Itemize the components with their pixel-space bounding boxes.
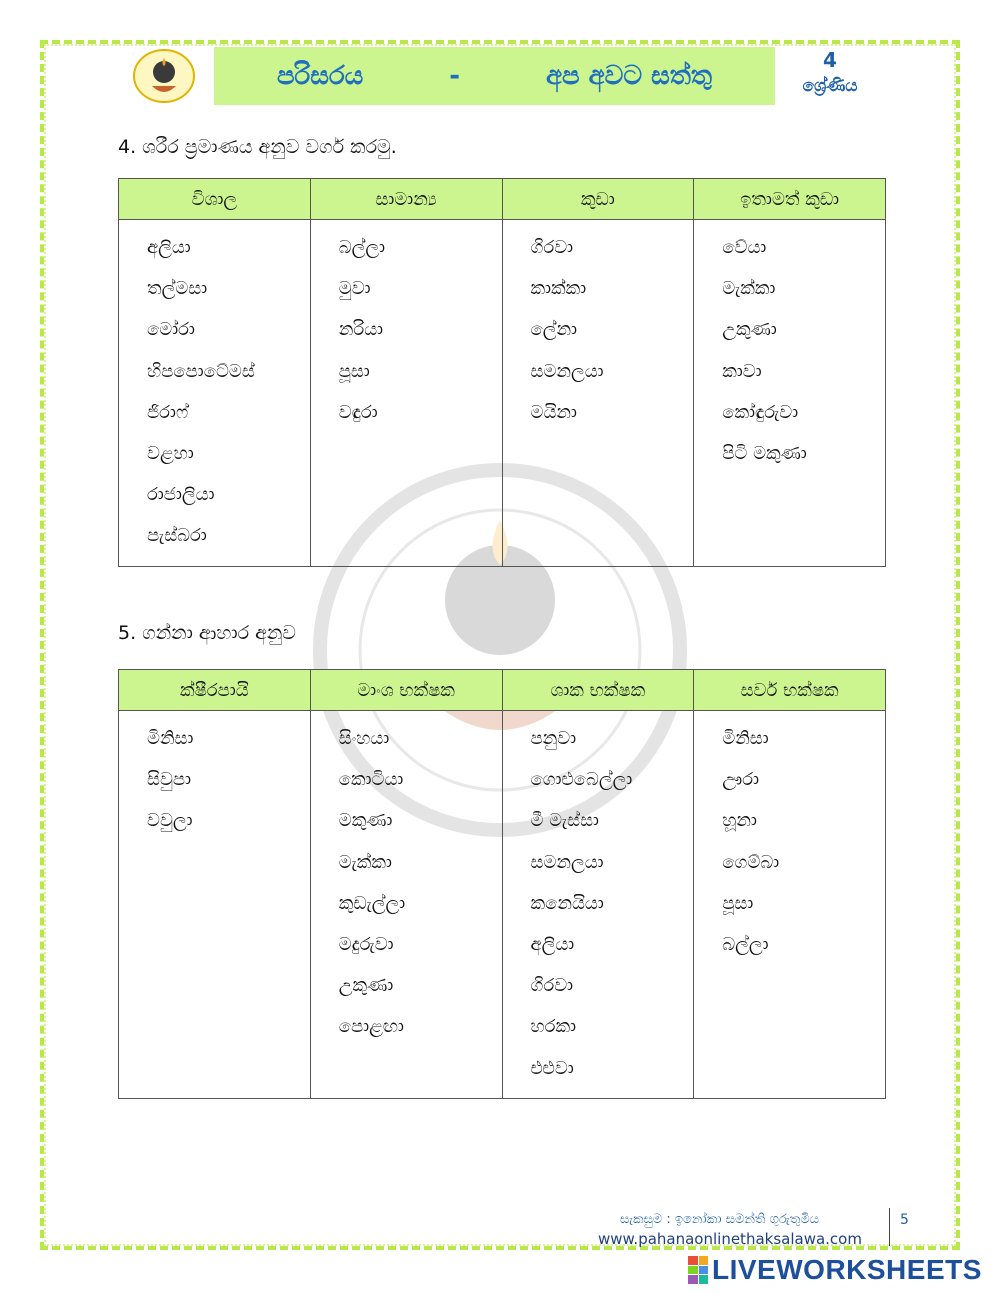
list-item: කෝඳුරුවා xyxy=(722,401,799,423)
list-item: පූසා xyxy=(338,360,370,382)
list-item: මදුරුවා xyxy=(338,933,394,955)
list-item: මී මැස්සා xyxy=(530,810,599,832)
grade-label xyxy=(790,48,870,96)
list-item: ජිරාෆ් xyxy=(147,401,189,423)
school-logo xyxy=(132,48,196,104)
table5-col-mammals xyxy=(119,711,311,1099)
list-item: කාක්කා xyxy=(530,278,587,300)
list-item: බල්ලා xyxy=(722,933,769,955)
liveworksheets-icon xyxy=(688,1256,708,1284)
list-item: මැක්කා xyxy=(722,278,776,300)
list-item: උකුණා xyxy=(338,975,394,997)
list-item: නරියා xyxy=(338,319,384,341)
list-item: පැස්බරා xyxy=(147,525,207,547)
table5-header: ශාක භක්ෂක xyxy=(502,670,694,711)
list-item: එළුවා xyxy=(530,1057,574,1079)
list-item: මයිනා xyxy=(530,401,577,423)
table5-header: සර්ව භක්ෂක xyxy=(694,670,886,711)
list-item: වවුලා xyxy=(147,810,193,832)
list-item: මිනිසා xyxy=(722,728,769,749)
title-dash: - xyxy=(449,61,461,91)
table4-header: විශාල xyxy=(119,179,311,220)
list-item: ගිරවා xyxy=(530,975,574,997)
subject-title: පරිසරය xyxy=(276,60,364,91)
list-item: සිවුපා xyxy=(147,769,191,791)
list-item: හරකා xyxy=(530,1016,577,1038)
table5-col-herbivores xyxy=(502,711,694,1099)
list-item: පොළඟා xyxy=(338,1016,404,1038)
table5-col-omnivores xyxy=(694,711,886,1099)
list-item: කොටියා xyxy=(338,769,404,791)
table4-header: සාමාන්‍ය xyxy=(310,179,502,220)
diet-table xyxy=(118,669,886,1099)
list-item: සමනලයා xyxy=(530,360,604,382)
table4-col-large xyxy=(119,220,311,567)
list-item: පූසා xyxy=(722,892,754,914)
list-item: තල්මසා xyxy=(147,278,208,300)
list-item: අලියා xyxy=(147,237,191,258)
list-item: කාවා xyxy=(722,360,762,382)
list-item: වේයා xyxy=(722,237,767,258)
list-item: අලියා xyxy=(530,933,575,955)
table4-col-medium xyxy=(310,220,502,567)
section-5-title: 5. ගන්නා ආහාර අනුව xyxy=(118,622,296,644)
footer-divider xyxy=(889,1208,890,1246)
table5-header: මාංශ භක්ෂක xyxy=(310,670,502,711)
footer-credit: සැකසුම : ඉනෝකා සමන්ති ගුරුතුමිය xyxy=(620,1212,820,1227)
list-item: හූනා xyxy=(722,810,757,832)
list-item: මෝරා xyxy=(147,319,195,341)
list-item: වඳුරා xyxy=(338,401,378,423)
list-item: මිනිසා xyxy=(147,728,194,749)
list-item: ඌරා xyxy=(722,769,760,791)
title-banner xyxy=(214,47,775,105)
list-item: පිටි මකුණා xyxy=(722,442,807,464)
grade-text: ශ්‍රේණිය xyxy=(802,76,858,96)
list-item: සිංහයා xyxy=(338,728,390,749)
list-item: වළහා xyxy=(147,442,194,464)
section-4-title: 4. ශරීර ප්‍රමාණය අනුව වර්ග කරමු. xyxy=(118,136,397,158)
list-item: සමනලයා xyxy=(530,851,604,873)
table5-header: ක්ෂීරපායි xyxy=(119,670,311,711)
list-item: කනෙයියා xyxy=(530,892,604,914)
table4-header: කුඩා xyxy=(502,179,694,220)
grade-number: 4 xyxy=(823,48,837,72)
list-item: ගොළුබෙල්ලා xyxy=(530,769,633,791)
list-item: කුඩැල්ලා xyxy=(338,892,406,914)
footer-url[interactable]: www.pahanaonlinethaksalawa.com xyxy=(598,1230,862,1248)
list-item: උකුණා xyxy=(722,319,777,341)
table4-header: ඉතාමත් කුඩා xyxy=(694,179,886,220)
liveworksheets-branding xyxy=(688,1254,982,1286)
list-item: මැක්කා xyxy=(338,851,392,873)
list-item: ගෙම්බා xyxy=(722,851,780,873)
table4-col-very-small xyxy=(694,220,886,567)
list-item: රාජාලියා xyxy=(147,484,215,506)
list-item: ගිරවා xyxy=(530,237,574,258)
page-number: 5 xyxy=(900,1212,909,1228)
list-item: ලේනා xyxy=(530,319,578,341)
table5-col-carnivores xyxy=(310,711,502,1099)
list-item: බල්ලා xyxy=(338,237,386,258)
table4-col-small xyxy=(502,220,694,567)
list-item: හිපපොටේමස් xyxy=(147,360,255,382)
list-item: මකුණා xyxy=(338,810,393,832)
list-item: පනුවා xyxy=(530,728,577,749)
lesson-title: අප අවට සත්තු xyxy=(545,60,713,91)
list-item: මුවා xyxy=(338,278,371,300)
body-size-table xyxy=(118,178,886,567)
liveworksheets-wordmark: LIVEWORKSHEETS xyxy=(712,1254,982,1285)
